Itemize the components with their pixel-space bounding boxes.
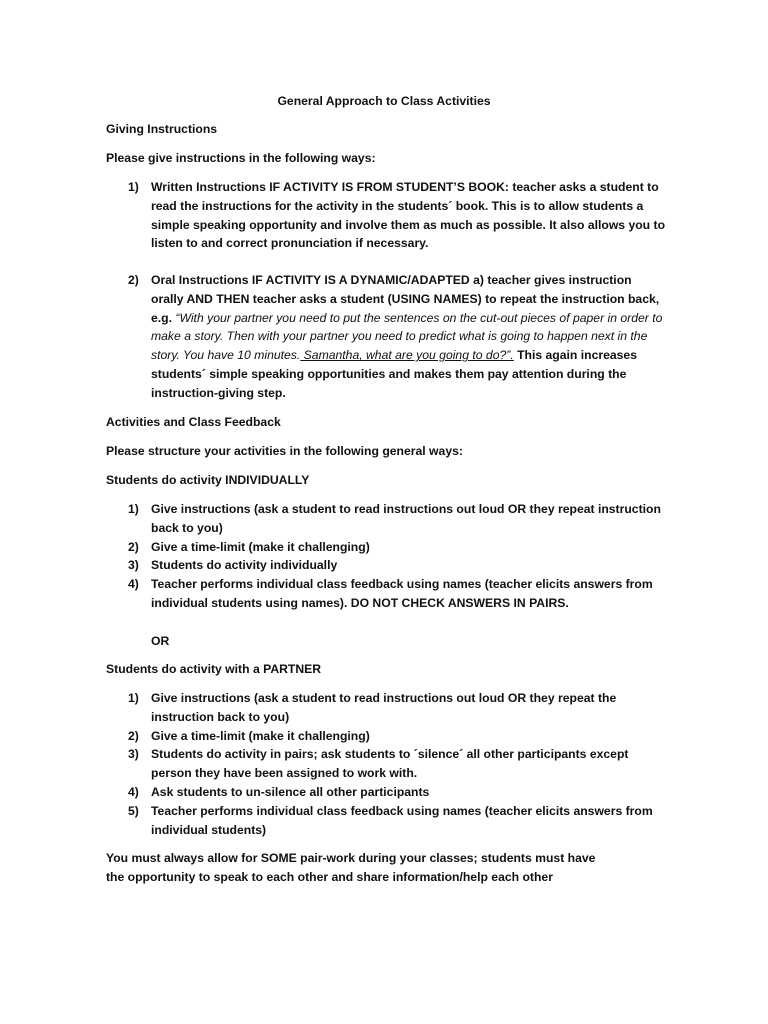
partner-heading: Students do activity with a PARTNER <box>106 662 322 676</box>
list-item <box>106 802 666 840</box>
list-item-text: Students do activity in pairs; ask students to ´silence´ all other participants except person they have been assigned to work with. <box>151 747 629 781</box>
closing-paragraph: You must always allow for SOME pair-work during your classes; students must have the opportunity to speak to each other and share information/help each other <box>106 851 596 884</box>
instruction-item-1 <box>106 178 666 253</box>
list-item-text: Teacher performs individual class feedback using names (teacher elicits answers from individual students) <box>151 803 653 837</box>
instruction-item-2 <box>106 271 666 403</box>
giving-instructions-intro: Please give instructions in the following ways: <box>106 151 376 165</box>
individually-heading: Students do activity INDIVIDUALLY <box>106 473 310 487</box>
list-item-text: Give instructions (ask a student to read instructions out loud OR they repeat instruction back to you) <box>151 502 661 535</box>
list-number: 1) <box>128 691 139 705</box>
list-item <box>106 783 666 802</box>
instructions-list-2 <box>106 271 666 403</box>
instructions-list <box>106 178 666 253</box>
instruction-text: Written Instructions IF ACTIVITY IS FROM STUDENT’S BOOK: teacher asks a student to read the instructions for the activity in the students´ book. This is to allow students a simple speaking opportunity and involve them as much as possible. It also allows you to listen to and correct pronunciation if necessary. <box>151 180 666 251</box>
list-number: 3) <box>128 558 139 573</box>
list-number: 5) <box>128 803 139 818</box>
list-number: 4) <box>128 577 139 592</box>
giving-instructions-heading: Giving Instructions <box>106 122 218 136</box>
list-number: 2) <box>128 728 139 743</box>
list-number: 4) <box>128 784 139 799</box>
list-item-text: Ask students to un-silence all other participants <box>151 784 430 799</box>
list-item-text: Students do activity individually <box>151 558 338 573</box>
or-separator: OR <box>151 634 170 648</box>
list-number: 3) <box>128 747 139 762</box>
example-quote: “With your partner you need to put the sentences on the cut-out pieces of paper in order to make a story. Then with your partner you need to predict what is going to happen next in the story. You have 10 minutes. <box>151 310 663 363</box>
list-item-text: Give a time-limit (make it challenging) <box>151 728 370 743</box>
list-number: 1) <box>128 180 139 194</box>
list-item <box>106 727 666 746</box>
list-item-text: Give a time-limit (make it challenging) <box>151 539 370 554</box>
list-item-text: Teacher performs individual class feedback using names (teacher elicits answers from individual students using names). DO NOT CHECK ANSWERS IN PAIRS. <box>151 577 653 610</box>
instruction-text-a: Oral Instructions IF ACTIVITY IS A DYNAMIC/ADAPTED a) teacher gives instruction orally AND THEN teacher asks a student (USING NAMES) to repeat the instruction back, e.g. <box>151 273 660 325</box>
activities-intro: Please structure your activities in the following general ways: <box>106 444 463 458</box>
list-item <box>106 745 666 783</box>
list-item <box>106 689 666 727</box>
list-number: 1) <box>128 502 139 516</box>
list-item-text: Give instructions (ask a student to read instructions out loud OR they repeat the instruction back to you) <box>151 691 617 724</box>
list-item <box>106 500 666 538</box>
activities-heading: Activities and Class Feedback <box>106 415 281 429</box>
list-item <box>106 556 666 575</box>
list-item <box>106 538 666 557</box>
list-number: 2) <box>128 539 139 554</box>
document-title: General Approach to Class Activities <box>277 94 491 108</box>
partner-steps-list <box>106 689 666 839</box>
example-quote-underlined: Samantha, what are you going to do?”. <box>300 348 514 363</box>
individual-steps-list <box>106 500 666 613</box>
instruction-text-b: This again increases students´ simple speaking opportunities and makes them pay attention during the instruction-giving step. <box>151 348 637 400</box>
list-item <box>106 575 666 613</box>
list-number: 2) <box>128 273 139 287</box>
